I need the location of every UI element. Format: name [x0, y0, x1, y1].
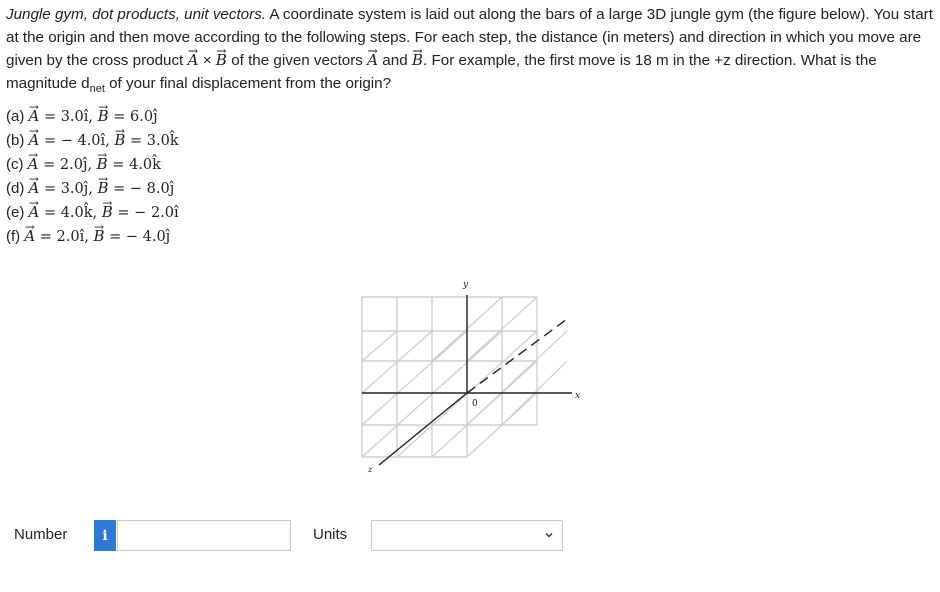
vector-b-symbol: → B	[216, 49, 227, 72]
vector-b-value: = 6.0ĵ	[108, 109, 158, 125]
vector-b-value: = − 8.0ĵ	[108, 181, 175, 197]
x-axis-label: x	[575, 391, 581, 401]
vector-a-value: = 2.0ĵ,	[38, 157, 97, 173]
jungle-gym-figure	[355, 275, 585, 475]
problem-statement	[6, 4, 934, 100]
answer-row	[0, 518, 940, 552]
vector-a: → A	[29, 176, 40, 200]
vector-b: → B	[98, 104, 109, 128]
vector-b-value: = 4.0k̂	[107, 157, 161, 173]
vector-b: → B	[93, 224, 104, 248]
vector-b: → B	[98, 176, 109, 200]
part-f	[6, 224, 179, 248]
units-select[interactable]	[371, 520, 563, 551]
vector-a-symbol: → A	[188, 49, 199, 72]
problem-text-1: A coordinate system is laid out along the bars of a large 3D jungle gym (the figure below). You start at the origin and then move according to the following steps. For each step, the distance (in meters) and direction in which you move are given by the cross product	[6, 6, 933, 70]
vector-b: → B	[102, 200, 113, 224]
vector-b: → B	[114, 128, 125, 152]
z-axis	[379, 393, 467, 465]
chevron-down-icon	[544, 530, 554, 540]
part-label: (c)	[6, 156, 28, 173]
vector-b-value: = − 2.0î	[112, 205, 179, 221]
part-label: (e)	[6, 204, 29, 221]
vector-a-symbol-2: → A	[367, 49, 378, 72]
problem-and: and	[378, 52, 412, 70]
vector-b-symbol-2: → B	[412, 49, 423, 72]
problem-title: Jungle gym, dot products, unit vectors.	[6, 6, 267, 23]
number-label: Number	[14, 526, 68, 543]
parts-list	[6, 104, 179, 248]
part-label: (f)	[6, 228, 25, 245]
vector-a: → A	[29, 128, 40, 152]
vector-a: → A	[24, 224, 35, 248]
problem-text-4: of your final displacement from the origin?	[104, 74, 392, 92]
cross-symbol: ×	[198, 52, 216, 70]
number-input[interactable]	[117, 520, 291, 551]
problem-text-3: . For example, the first move is 18 m in the +z direction. What is the magnitude d	[6, 52, 877, 92]
vector-a-value: = 3.0ĵ,	[39, 181, 98, 197]
vector-a: → A	[29, 104, 40, 128]
units-label: Units	[313, 526, 348, 543]
vector-a-value: = − 4.0î,	[39, 133, 115, 149]
grid-depth-bars	[362, 297, 567, 457]
vector-b-value: = 3.0k̂	[125, 133, 179, 149]
y-axis-label: y	[463, 280, 469, 290]
vector-a-value: = 2.0î,	[35, 229, 94, 245]
origin-label: 0	[472, 399, 478, 409]
z-axis-back	[467, 319, 567, 393]
z-axis-label: z	[368, 465, 373, 474]
vector-a-value: = 3.0î,	[39, 109, 98, 125]
part-label: (d)	[6, 180, 29, 197]
part-label: (a)	[6, 108, 29, 125]
part-label: (b)	[6, 132, 29, 149]
net-subscript: net	[89, 82, 105, 95]
vector-a-value: = 4.0k̂,	[39, 205, 102, 221]
problem-text-2: of the given vectors	[226, 52, 368, 70]
vector-b-value: = − 4.0ĵ	[104, 229, 171, 245]
vector-a: → A	[28, 152, 39, 176]
vector-a: → A	[29, 200, 40, 224]
info-icon[interactable]: i	[94, 520, 116, 551]
jungle-gym-diagram	[355, 275, 585, 475]
vector-b: → B	[97, 152, 108, 176]
